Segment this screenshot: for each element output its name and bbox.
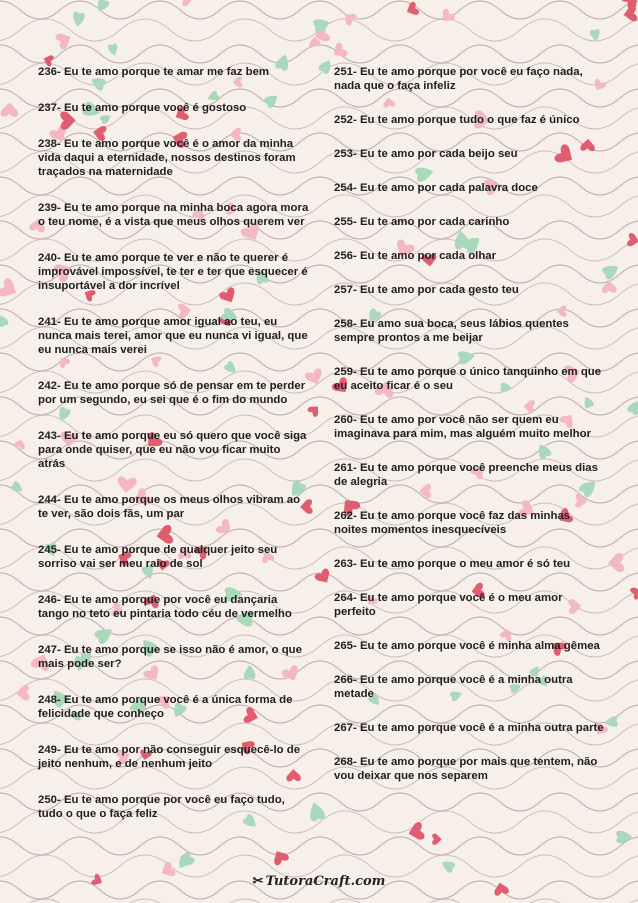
- reason-item: 266- Eu te amo porque você é a minha outra metade: [334, 674, 573, 700]
- reason-item: 267- Eu te amo porque você é a minha outra parte: [334, 722, 604, 734]
- leaf-icon: [601, 261, 622, 281]
- leaf-icon: [72, 12, 85, 28]
- footer-brand: [0, 874, 638, 889]
- reason-item: 268- Eu te amo porque por mais que tentem, não vou deixar que nos separem: [334, 756, 598, 782]
- heart-icon: [270, 847, 290, 866]
- reason-item: 265- Eu te amo porque você é minha alma gêmea: [334, 640, 600, 652]
- heart-icon: [404, 1, 420, 18]
- brand-text: TutoraCraft.com: [265, 874, 386, 889]
- reason-item: 237- Eu te amo porque você é gostoso: [38, 102, 247, 114]
- reason-item: 255- Eu te amo por cada carinho: [334, 216, 510, 228]
- reason-item: 238- Eu te amo porque você é o amor da minha vida daqui a eternidade, nossos destinos foram traçados na maternidade: [38, 138, 296, 178]
- leaf-icon: [589, 28, 601, 42]
- heart-icon: [438, 8, 456, 26]
- heart-icon: [0, 277, 20, 302]
- reason-item: 252- Eu te amo porque tudo o que faz é único: [334, 114, 580, 126]
- reason-item: 240- Eu te amo porque te ver e não te querer é improvável impossível, te ter e ter que esquecer é insuportável a dor incrível: [38, 252, 308, 292]
- reason-item: 246- Eu te amo porque por você eu dançaria tango no teto eu pintaria todo céu de vermelho: [38, 594, 292, 620]
- reason-item: 253- Eu te amo por cada beijo seu: [334, 148, 518, 160]
- reason-item: 248- Eu te amo porque você é a única forma de felicidade que conheço: [38, 694, 293, 720]
- heart-icon: [13, 438, 26, 450]
- reason-item: 250- Eu te amo porque por você eu faço tudo, tudo o que o faça feliz: [38, 794, 285, 820]
- heart-icon: [314, 567, 334, 586]
- leaf-icon: [312, 16, 331, 33]
- reason-item: 239- Eu te amo porque na minha boca agora mora o teu nome, é a vista que meus olhos querem ver: [38, 202, 309, 228]
- reason-item: 262- Eu te amo porque você faz das minhas noites momentos inesquecíveis: [334, 510, 571, 536]
- reason-item: 264- Eu te amo porque você é o meu amor perfeito: [334, 592, 563, 618]
- heart-icon: [432, 834, 442, 845]
- reason-item: 242- Eu te amo porque só de pensar em te perder por um segundo, eu sei que é o fim do mundo: [38, 380, 306, 406]
- reason-item: 236- Eu te amo porque te amar me faz bem: [38, 66, 270, 78]
- reason-item: 263- Eu te amo porque o meu amor é só teu: [334, 558, 571, 570]
- reason-item: 254- Eu te amo por cada palavra doce: [334, 182, 538, 194]
- reason-item: 258- Eu amo sua boca, seus lábios quentes sempre prontos a me beijar: [334, 318, 569, 344]
- reason-item: 260- Eu te amo por você não ser quem eu imaginava para mim, mas alguém muito melhor: [334, 414, 592, 440]
- brand-figure-icon: ✂: [252, 874, 264, 889]
- reason-item: 241- Eu te amo porque amor igual ao teu, eu nunca mais terei, amor que eu nunca vi igual, que eu nunca mais verei: [38, 316, 308, 356]
- left-column: [38, 65, 310, 843]
- leaf-icon: [439, 858, 456, 874]
- heart-icon: [629, 584, 638, 600]
- leaf-icon: [108, 43, 119, 56]
- right-column: [334, 65, 604, 803]
- heart-icon: [180, 0, 194, 7]
- reason-item: 256- Eu te amo por cada olhar: [334, 250, 497, 262]
- reason-item: 243- Eu te amo porque eu só quero que você siga para onde quiser, que eu não vou ficar muito atrás: [38, 430, 307, 470]
- reason-item: 247- Eu te amo porque se isso não é amor, o que mais pode ser?: [38, 644, 302, 670]
- leaf-icon: [604, 716, 618, 728]
- reason-item: 259- Eu te amo porque o único tanquinho em que eu aceito ficar é o seu: [334, 366, 602, 392]
- reason-item: 261- Eu te amo porque você preenche meus dias de alegria: [334, 462, 598, 488]
- leaf-icon: [10, 480, 25, 494]
- reason-item: 251- Eu te amo porque por você eu faço nada, nada que o faça infeliz: [334, 66, 583, 92]
- heart-icon: [16, 685, 30, 701]
- reason-item: 245- Eu te amo porque de qualquer jeito seu sorriso vai ser meu raio de sol: [38, 544, 278, 570]
- heart-icon: [607, 553, 624, 573]
- reason-item: 249- Eu te amo por não conseguir esquecê-lo de jeito nenhum, e de nenhum jeito: [38, 744, 301, 770]
- heart-icon: [627, 233, 638, 248]
- leaf-icon: [616, 830, 632, 843]
- reason-item: 244- Eu te amo porque os meus olhos vibram ao te ver, são dois fãs, um par: [38, 494, 301, 520]
- leaf-icon: [0, 314, 9, 328]
- reason-item: 257- Eu te amo por cada gesto teu: [334, 284, 519, 296]
- heart-icon: [1, 102, 19, 117]
